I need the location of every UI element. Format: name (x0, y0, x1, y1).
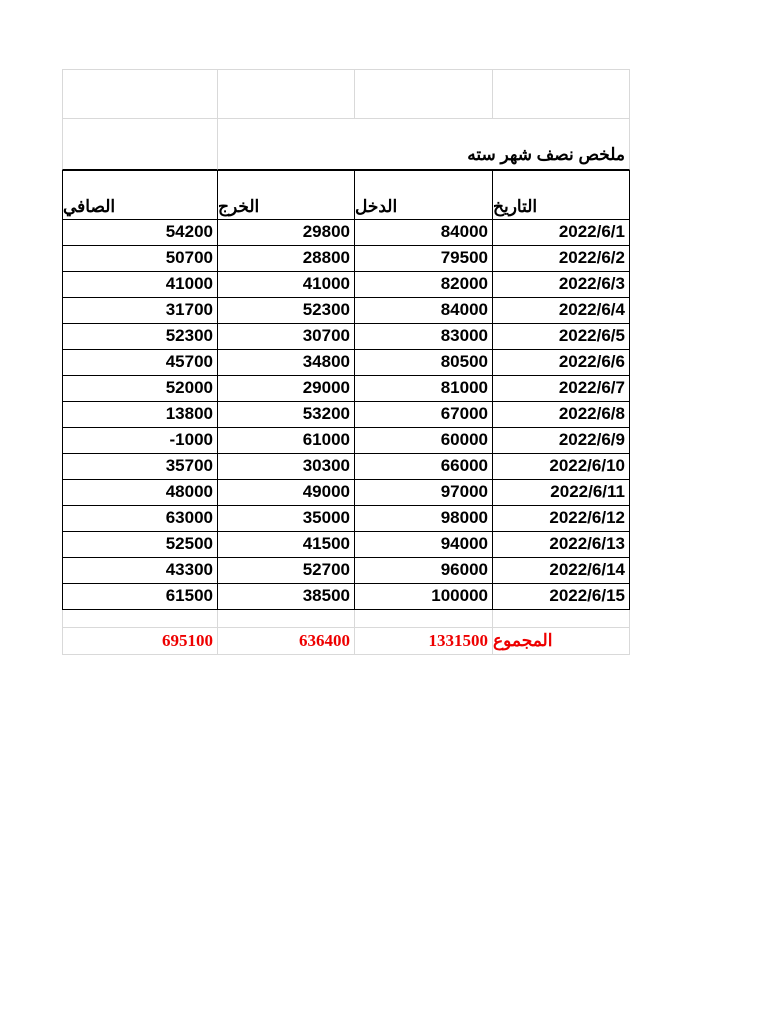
cell-date[interactable]: 2022/6/15 (493, 584, 630, 610)
cell[interactable] (218, 69, 355, 119)
data-rows (62, 220, 630, 610)
cell-date[interactable]: 2022/6/2 (493, 246, 630, 272)
cell[interactable] (62, 69, 218, 119)
cell-income[interactable]: 100000 (355, 584, 493, 610)
cell-expense[interactable]: 38500 (218, 584, 355, 610)
cell[interactable] (355, 610, 493, 628)
cell[interactable] (355, 69, 493, 119)
header-income[interactable]: الدخل (355, 170, 493, 220)
cell-net[interactable]: 63000 (62, 506, 218, 532)
totals-row (62, 628, 630, 655)
cell[interactable] (62, 119, 218, 170)
cell-income[interactable]: 83000 (355, 324, 493, 350)
cell-income[interactable]: 66000 (355, 454, 493, 480)
cell-net[interactable]: 54200 (62, 220, 218, 246)
total-expense[interactable]: 636400 (218, 628, 355, 655)
cell-net[interactable]: 52500 (62, 532, 218, 558)
cell-expense[interactable]: 61000 (218, 428, 355, 454)
cell-expense[interactable]: 52300 (218, 298, 355, 324)
spreadsheet (62, 69, 630, 655)
cell-net[interactable]: 52300 (62, 324, 218, 350)
cell[interactable] (493, 69, 630, 119)
cell-net[interactable]: 50700 (62, 246, 218, 272)
cell-expense[interactable]: 52700 (218, 558, 355, 584)
cell-net[interactable]: 52000 (62, 376, 218, 402)
cell-date[interactable]: 2022/6/1 (493, 220, 630, 246)
table-row (62, 480, 630, 506)
total-net[interactable]: 695100 (62, 628, 218, 655)
cell-date[interactable]: 2022/6/13 (493, 532, 630, 558)
cell-income[interactable]: 98000 (355, 506, 493, 532)
header-expense[interactable]: الخرج (218, 170, 355, 220)
cell-income[interactable]: 97000 (355, 480, 493, 506)
cell-expense[interactable]: 35000 (218, 506, 355, 532)
cell-net[interactable]: -1000 (62, 428, 218, 454)
cell-income[interactable]: 94000 (355, 532, 493, 558)
cell-net[interactable]: 43300 (62, 558, 218, 584)
cell-income[interactable]: 81000 (355, 376, 493, 402)
cell-date[interactable]: 2022/6/12 (493, 506, 630, 532)
header-net[interactable]: الصافي (62, 170, 218, 220)
cell[interactable] (218, 610, 355, 628)
cell-income[interactable]: 96000 (355, 558, 493, 584)
table-row (62, 350, 630, 376)
cell-expense[interactable]: 41500 (218, 532, 355, 558)
title-row (62, 119, 630, 170)
table-row (62, 428, 630, 454)
cell-date[interactable]: 2022/6/9 (493, 428, 630, 454)
cell-net[interactable]: 13800 (62, 402, 218, 428)
total-label[interactable]: المجموع (493, 628, 630, 655)
cell-net[interactable]: 41000 (62, 272, 218, 298)
cell-net[interactable]: 31700 (62, 298, 218, 324)
cell[interactable] (62, 610, 218, 628)
empty-row (62, 69, 630, 119)
table-row (62, 506, 630, 532)
cell-expense[interactable]: 28800 (218, 246, 355, 272)
table-row (62, 272, 630, 298)
cell-date[interactable]: 2022/6/7 (493, 376, 630, 402)
cell-date[interactable]: 2022/6/8 (493, 402, 630, 428)
cell[interactable] (493, 610, 630, 628)
cell-income[interactable]: 82000 (355, 272, 493, 298)
cell-expense[interactable]: 49000 (218, 480, 355, 506)
table-row (62, 246, 630, 272)
cell-income[interactable]: 79500 (355, 246, 493, 272)
table-row (62, 298, 630, 324)
cell-date[interactable]: 2022/6/10 (493, 454, 630, 480)
cell-expense[interactable]: 41000 (218, 272, 355, 298)
cell-date[interactable]: 2022/6/11 (493, 480, 630, 506)
cell-income[interactable]: 67000 (355, 402, 493, 428)
sheet-title[interactable]: ملخص نصف شهر سته (218, 119, 630, 170)
cell-net[interactable]: 45700 (62, 350, 218, 376)
cell-income[interactable]: 84000 (355, 220, 493, 246)
table-row (62, 558, 630, 584)
total-income[interactable]: 1331500 (355, 628, 493, 655)
cell-net[interactable]: 35700 (62, 454, 218, 480)
table-row (62, 454, 630, 480)
cell-income[interactable]: 60000 (355, 428, 493, 454)
cell-expense[interactable]: 34800 (218, 350, 355, 376)
spacer-row (62, 610, 630, 628)
cell-date[interactable]: 2022/6/4 (493, 298, 630, 324)
cell-date[interactable]: 2022/6/5 (493, 324, 630, 350)
header-row (62, 170, 630, 220)
table-row (62, 532, 630, 558)
cell-expense[interactable]: 29000 (218, 376, 355, 402)
cell-date[interactable]: 2022/6/6 (493, 350, 630, 376)
cell-net[interactable]: 61500 (62, 584, 218, 610)
cell-expense[interactable]: 30300 (218, 454, 355, 480)
cell-date[interactable]: 2022/6/14 (493, 558, 630, 584)
cell-income[interactable]: 84000 (355, 298, 493, 324)
cell-net[interactable]: 48000 (62, 480, 218, 506)
table-row (62, 376, 630, 402)
cell-expense[interactable]: 30700 (218, 324, 355, 350)
header-date[interactable]: التاريخ (493, 170, 630, 220)
cell-date[interactable]: 2022/6/3 (493, 272, 630, 298)
cell-expense[interactable]: 29800 (218, 220, 355, 246)
data-table (62, 170, 630, 610)
cell-income[interactable]: 80500 (355, 350, 493, 376)
cell-expense[interactable]: 53200 (218, 402, 355, 428)
table-row (62, 324, 630, 350)
table-row (62, 584, 630, 610)
table-row (62, 220, 630, 246)
table-row (62, 402, 630, 428)
